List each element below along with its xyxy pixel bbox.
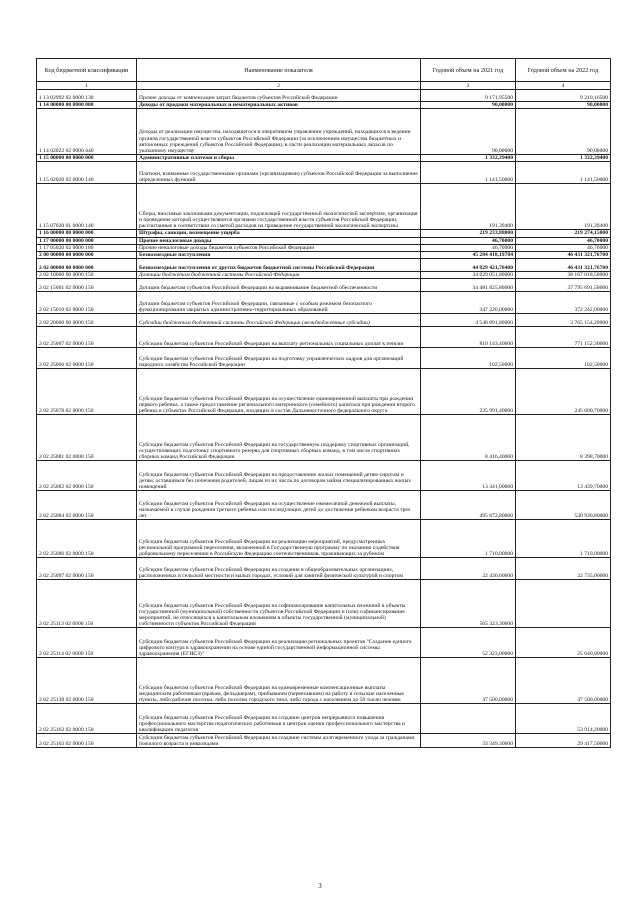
budget-code-cell: 2 02 10000 00 0000 150 [37, 272, 137, 279]
budget-code-cell: 2 02 15010 02 0000 150 [37, 292, 137, 314]
amount-2022-cell: 46 431 321,76700 [516, 252, 611, 259]
budget-code-cell: 2 02 25084 02 0000 150 [37, 491, 137, 520]
amount-2021-cell: 22 430,60000 [421, 558, 516, 580]
indicator-name-cell: Субсидии бюджетам субъектов Российской Федерации на подготовку управленческих кадров для организаций народного хозяйства Российской Федерации [137, 348, 421, 369]
table-row [37, 184, 611, 230]
budget-code-cell: 2 02 25114 02 0000 150 [37, 628, 137, 658]
amount-2021-cell: 46,70000 [421, 244, 516, 251]
indicator-name-cell: Субсидии бюджетам субъектов Российской Федерации на реализацию мероприятий, предусмотренных региональной программой переселения, включенной в Государственную программу по оказанию содействия добровольному переселению в Российскую Федерацию соотечественников, проживающих за рубежом [137, 520, 421, 558]
budget-code-cell: 1 15 02020 02 0000 140 [37, 162, 137, 184]
table-row [37, 279, 611, 292]
amount-2021-cell: 47 500,00000 [421, 658, 516, 704]
amount-2022-cell: 25 640,00000 [516, 628, 611, 658]
page-number: 3 [318, 882, 322, 890]
column-number: 3 [421, 82, 516, 90]
amount-2022-cell: 90,00000 [516, 102, 611, 109]
budget-code-cell: 2 02 25066 02 0000 150 [37, 348, 137, 369]
indicator-name-cell: Безвозмездные поступления от других бюджетов бюджетной системы Российской Федерации [137, 259, 421, 272]
table-row [37, 491, 611, 520]
amount-2021-cell: 495 872,80000 [421, 491, 516, 520]
indicator-name-cell: Платежи, взимаемые государственными органами (организациями) субъектов Российской Федерации за выполнение определенных функций [137, 162, 421, 184]
indicator-name-cell: Субсидии бюджетам субъектов Российской Федерации на создание в общеобразовательных организациях, расположенных в сельской местности и малых городах, условий для занятий физической культурой и спортом [137, 558, 421, 580]
amount-2022-cell: 46,70000 [516, 237, 611, 244]
amount-2021-cell [421, 704, 516, 734]
indicator-name-cell: Дотации бюджетам бюджетной системы Российской Федерации [137, 272, 421, 279]
amount-2022-cell: 53 914,20000 [516, 704, 611, 734]
indicator-name-cell: Доходы от продажи материальных и нематериальных активов [137, 102, 421, 109]
indicator-name-cell: Доходы от реализации имущества, находящегося в оперативном управлении учреждений, находящихся в ведении органов государственной власти субъектов Российской Федерации (за исключением имущества бюджетных и автономных учреждений субъектов Российской Федерации), в части реализации материальных запасов по указанному имуществу [137, 109, 421, 155]
table-row [37, 461, 611, 491]
indicator-name-cell: Прочие неналоговые доходы бюджетов субъектов Российской Федерации [137, 244, 421, 251]
table-row [37, 237, 611, 244]
amount-2021-cell: 102,50000 [421, 348, 516, 369]
budget-code-cell: 2 02 25086 02 0000 150 [37, 520, 137, 558]
amount-2022-cell: 219 274,15000 [516, 230, 611, 237]
indicator-name-cell: Дотации бюджетам субъектов Российской Федерации на выравнивание бюджетной обеспеченности [137, 279, 421, 292]
amount-2021-cell: 45 284 418,19784 [421, 252, 516, 259]
budget-code-cell: 2 02 25097 02 0000 150 [37, 558, 137, 580]
header-code: Код бюджетной классификации [37, 59, 137, 82]
table-row [37, 415, 611, 461]
budget-code-cell: 2 02 25078 02 0000 150 [37, 369, 137, 415]
table-row [37, 102, 611, 109]
table-row [37, 252, 611, 259]
table-row [37, 558, 611, 580]
table-row [37, 90, 611, 102]
amount-2021-cell: 33 349,30000 [421, 734, 516, 748]
amount-2022-cell [516, 580, 611, 628]
budget-code-cell: 1 14 02022 02 0000 440 [37, 109, 137, 155]
amount-2022-cell: 37 795 691,50000 [516, 279, 611, 292]
amount-2022-cell: 191,39400 [516, 184, 611, 230]
table-row [37, 658, 611, 704]
table-row [37, 704, 611, 734]
budget-code-cell: 2 02 25162 02 0000 150 [37, 704, 137, 734]
table-row [37, 292, 611, 314]
amount-2022-cell: 46,70000 [516, 244, 611, 251]
table-header-row [37, 59, 611, 82]
indicator-name-cell: Субсидии бюджетам субъектов Российской Федерации на предоставление жилых помещений детям-сиротам и детям, оставшимся без попечения родителей, лицам из их числа по договорам найма специализированных жилых помещений [137, 461, 421, 491]
amount-2021-cell: 565 323,30000 [421, 580, 516, 628]
budget-table [36, 58, 611, 748]
indicator-name-cell: Субсидии бюджетам субъектов Российской Федерации на создание центров непрерывного повышения профессионального мастерства педагогических работников и центров оценки профессионального мастерства и квалификации педагогов [137, 704, 421, 734]
indicator-name-cell: Прочие доходы от компенсации затрат бюджетов субъектов Российской Федерации [137, 90, 421, 102]
amount-2021-cell: 44 829 421,76400 [421, 259, 516, 272]
budget-code-cell: 2 02 25081 02 0000 150 [37, 415, 137, 461]
indicator-name-cell: Субсидии бюджетам субъектов Российской Федерации на единовременные компенсационные выплаты медицинским работникам (врачам, фельдшерам), прибывшим (переехавшим) на работу в сельские населенные пункты, либо рабочие поселки, либо поселки городского типа, либо города с населением до 50 тысяч человек [137, 658, 421, 704]
amount-2022-cell: 38 167 018,50000 [516, 272, 611, 279]
budget-code-cell: 2 02 15001 02 0000 150 [37, 279, 137, 292]
amount-2021-cell: 219 233,88000 [421, 230, 516, 237]
amount-2022-cell: 46 431 321,76700 [516, 259, 611, 272]
amount-2022-cell: 29 417,50000 [516, 734, 611, 748]
indicator-name-cell: Субсидии бюджетам бюджетной системы Российской Федерации (межбюджетные субсидии) [137, 314, 421, 327]
budget-code-cell: 1 13 02992 02 0000 130 [37, 90, 137, 102]
amount-2022-cell: 47 500,00000 [516, 658, 611, 704]
budget-code-cell: 1 16 00000 00 0000 000 [37, 230, 137, 237]
amount-2022-cell: 1 332,39400 [516, 155, 611, 162]
table-row [37, 109, 611, 155]
budget-code-cell: 2 02 25082 02 0000 150 [37, 461, 137, 491]
budget-code-cell: 1 15 00000 00 0000 000 [37, 155, 137, 162]
indicator-name-cell: Безвозмездные поступления [137, 252, 421, 259]
indicator-name-cell: Штрафы, санкции, возмещение ущерба [137, 230, 421, 237]
column-number: 2 [137, 82, 421, 90]
header-year-2021: Годовой объем на 2021 год [421, 59, 516, 82]
amount-2021-cell: 8 416,40000 [421, 415, 516, 461]
column-number: 4 [516, 82, 611, 90]
amount-2021-cell: 1 141,50000 [421, 162, 516, 184]
table-row [37, 259, 611, 272]
table-row [37, 162, 611, 184]
budget-code-cell: 2 02 25113 02 0000 150 [37, 580, 137, 628]
indicator-name-cell: Субсидии бюджетам субъектов Российской Федерации на государственную поддержку спортивных организаций, осуществляющих подготовку спортивного резерва для спортивных сборных команд, в том числе спортивных сборных команд Российской Федерации [137, 415, 421, 461]
amount-2022-cell: 13 439,70000 [516, 461, 611, 491]
indicator-name-cell: Прочие неналоговые доходы [137, 237, 421, 244]
table-row [37, 314, 611, 327]
amount-2022-cell: 9 210,16500 [516, 90, 611, 102]
amount-2021-cell: 9 171,95500 [421, 90, 516, 102]
header-year-2022: Годовой объем на 2022 год [516, 59, 611, 82]
table-row [37, 369, 611, 415]
indicator-name-cell: Административные платежи и сборы [137, 155, 421, 162]
amount-2022-cell: 372 242,00000 [516, 292, 611, 314]
budget-code-cell: 1 14 00000 00 0000 000 [37, 102, 137, 109]
amount-2022-cell: 1 141,50000 [516, 162, 611, 184]
amount-2022-cell: 771 152,30000 [516, 327, 611, 348]
table-row [37, 580, 611, 628]
header-name: Наименование показателя [137, 59, 421, 82]
indicator-name-cell: Субсидии бюджетам субъектов Российской Федерации на выплату региональных социальных доплат к пенсии [137, 327, 421, 348]
amount-2022-cell: 22 735,00000 [516, 558, 611, 580]
budget-code-cell: 1 17 05020 02 0000 180 [37, 244, 137, 251]
budget-code-cell: 2 02 25007 02 0000 150 [37, 327, 137, 348]
indicator-name-cell: Сборы, вносимые заказчиками документации, подлежащей государственной экологической экспертизе, организация и проведение которой осуществляются органами государственной власти субъектов Российской Федерации, рассчитанные в соответствии со сметой расходов на проведение государственной экологической экспертизы [137, 184, 421, 230]
amount-2021-cell: 13 341,00000 [421, 461, 516, 491]
amount-2021-cell: 347 226,00000 [421, 292, 516, 314]
amount-2021-cell: 34 829 051,80000 [421, 272, 516, 279]
amount-2021-cell: 90,00000 [421, 109, 516, 155]
budget-code-cell: 2 02 25138 02 0000 150 [37, 658, 137, 704]
table-row [37, 734, 611, 748]
amount-2022-cell: 8 398,70000 [516, 415, 611, 461]
budget-code-cell: 2 02 20000 00 0000 150 [37, 314, 137, 327]
column-number: 1 [37, 82, 137, 90]
budget-code-cell: 2 02 00000 00 0000 000 [37, 259, 137, 272]
table-row [37, 155, 611, 162]
indicator-name-cell: Субсидии бюджетам субъектов Российской Федерации на осуществление ежемесячной денежной выплаты, назначаемой в случае рождения третьего ребенка или последующих детей до достижения ребенком возраста трех лет [137, 491, 421, 520]
budget-code-cell: 1 17 00000 00 0000 000 [37, 237, 137, 244]
amount-2022-cell: 530 930,80000 [516, 491, 611, 520]
budget-code-cell: 2 02 25163 02 0000 150 [37, 734, 137, 748]
table-row [37, 244, 611, 251]
indicator-name-cell: Дотации бюджетам субъектов Российской Федерации, связанные с особым режимом безопасного функционирования закрытых административно-территориальных образований [137, 292, 421, 314]
amount-2021-cell: 1 710,00000 [421, 520, 516, 558]
amount-2021-cell: 191,39400 [421, 184, 516, 230]
amount-2021-cell: 90,00000 [421, 102, 516, 109]
amount-2021-cell: 235 991,40000 [421, 369, 516, 415]
table-row [37, 327, 611, 348]
amount-2021-cell: 52 323,00000 [421, 628, 516, 658]
table-row [37, 272, 611, 279]
amount-2021-cell: 34 481 825,80000 [421, 279, 516, 292]
amount-2022-cell: 3 765 154,20000 [516, 314, 611, 327]
amount-2021-cell: 1 332,39400 [421, 155, 516, 162]
amount-2022-cell: 1 710,00000 [516, 520, 611, 558]
table-row [37, 348, 611, 369]
amount-2021-cell: 810 143,40000 [421, 327, 516, 348]
column-number-row [37, 82, 611, 90]
table-row [37, 230, 611, 237]
indicator-name-cell: Субсидии бюджетам субъектов Российской Федерации на создание системы долговременного ухода за гражданами пожилого возраста и инвалидами [137, 734, 421, 748]
amount-2021-cell: 4 548 891,80000 [421, 314, 516, 327]
indicator-name-cell: Субсидии бюджетам субъектов Российской Федерации на софинансирование капитальных вложений в объекты государственной (муниципальной) собственности субъектов Российской Федерации и (или) софинансирование мероприятий, не относящихся к капитальным вложениям в объекты государственной (муниципальной) собственности субъектов Российской Федерации [137, 580, 421, 628]
indicator-name-cell: Субсидии бюджетам субъектов Российской Федерации на осуществление единовременной выплаты при рождении первого ребенка, а также предоставление регионального материнского (семейного) капитала при рождении второго ребенка в субъектах Российской Федерации, входящих в состав Дальневосточного федерального округа [137, 369, 421, 415]
amount-2021-cell: 46,70000 [421, 237, 516, 244]
amount-2022-cell: 245 600,70000 [516, 369, 611, 415]
table-row [37, 628, 611, 658]
amount-2022-cell: 102,50000 [516, 348, 611, 369]
budget-code-cell: 2 00 00000 00 0000 000 [37, 252, 137, 259]
amount-2022-cell: 90,00000 [516, 109, 611, 155]
budget-code-cell: 1 15 07020 01 0000 140 [37, 184, 137, 230]
table-row [37, 520, 611, 558]
indicator-name-cell: Субсидии бюджетам субъектов Российской Федерации на реализацию региональных проектов "Создание единого цифрового контура в здравоохранении на основе единой государственной информационной системы здравоохранения (ЕГИСЗ)" [137, 628, 421, 658]
